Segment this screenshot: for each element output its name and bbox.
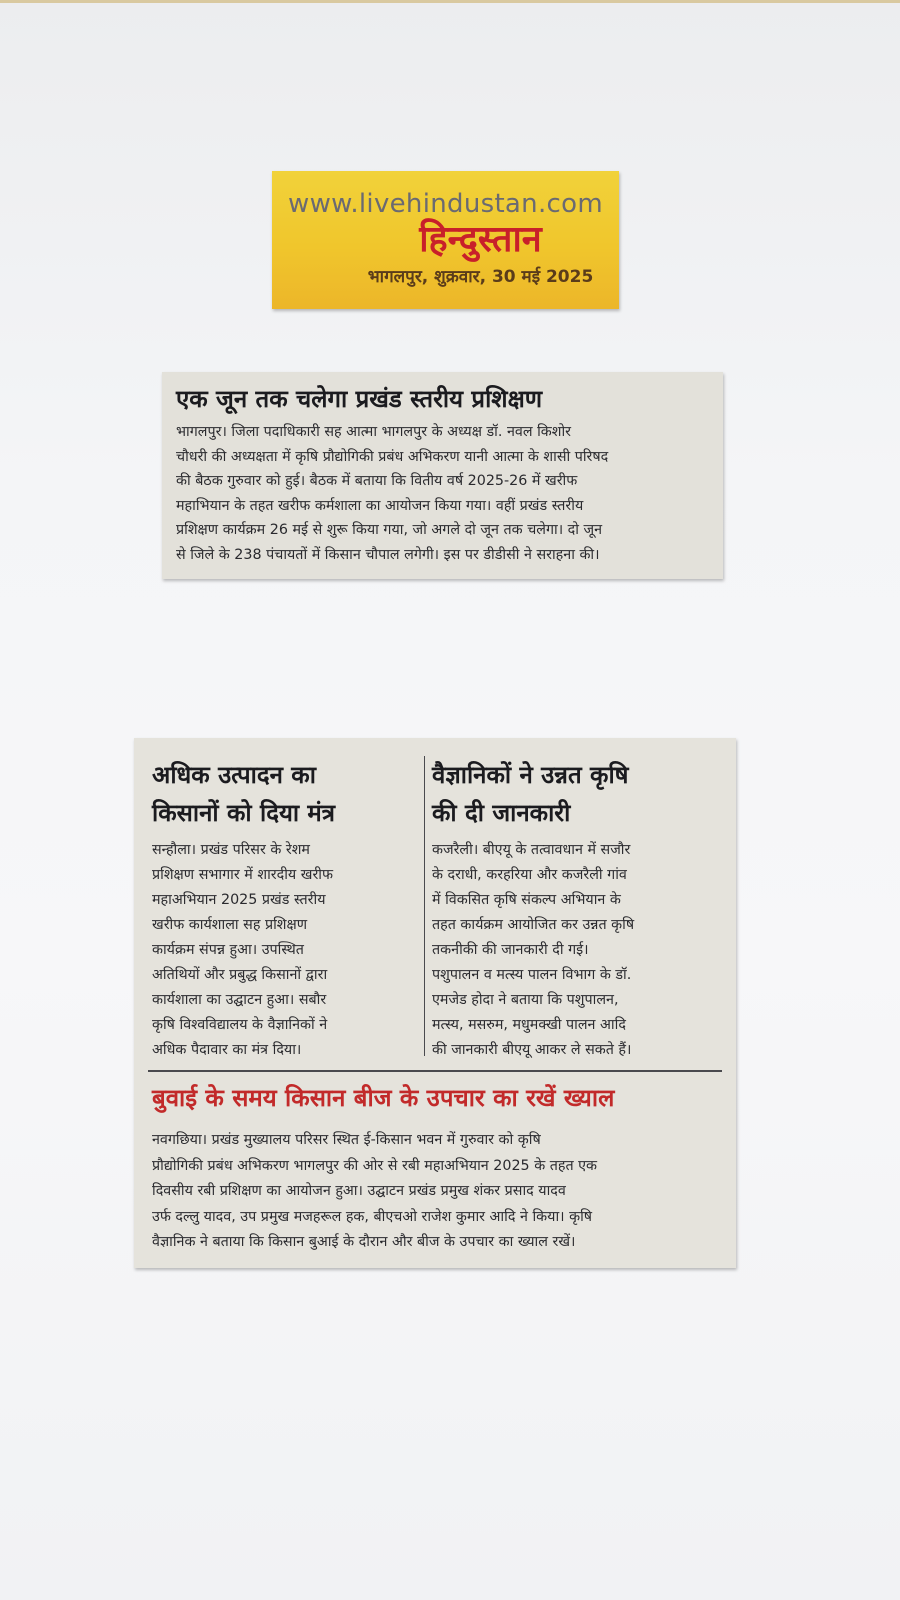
article-line: सन्हौला। प्रखंड परिसर के रेशम [152, 842, 310, 858]
article-line: से जिले के 238 पंचायतों में किसान चौपाल लगेगी। इस पर डीडीसी ने सराहना की। [176, 546, 600, 563]
article-headline: बुवाई के समय किसान बीज के उपचार का रखें ख्याल [152, 1084, 615, 1112]
article-line: मत्स्य, मसरुम, मधुमक्खी पालन आदि [432, 1017, 626, 1033]
article-headline [432, 756, 732, 832]
article-line: कजरैली। बीएयू के तत्वावधान में सजौर [432, 842, 631, 858]
article-body [432, 838, 732, 1063]
article-body [176, 420, 709, 567]
headline-line: की दी जानकारी [432, 799, 571, 827]
article-line: की बैठक गुरुवार को हुई। बैठक में बताया कि वितीय वर्ष 2025-26 में खरीफ [176, 473, 578, 489]
headline-line: अधिक उत्पादन का [152, 761, 316, 789]
article-line: की जानकारी बीएयू आकर ले सकते हैं। [432, 1042, 632, 1058]
headline-line: किसानों को दिया मंत्र [152, 799, 336, 827]
article-line: अधिक पैदावार का मंत्र दिया। [152, 1042, 302, 1058]
article-line: नवगछिया। प्रखंड मुख्यालय परिसर स्थित ई-किसान भवन में गुरुवार को कृषि [152, 1132, 541, 1148]
article-line: एमजेड होदा ने बताया कि पशुपालन, [432, 992, 619, 1008]
article-headline [152, 756, 412, 832]
news-clipping-training [162, 372, 723, 579]
article-production-mantra [152, 756, 412, 1063]
article-line: प्रशिक्षण सभागार में शारदीय खरीफ [152, 867, 334, 883]
article-line: पशुपालन व मत्स्य पालन विभाग के डॉ. [432, 967, 632, 983]
article-line: खरीफ कार्यशाला सह प्रशिक्षण [152, 917, 308, 933]
article-seed-treatment [152, 1078, 726, 1256]
article-line: प्रशिक्षण कार्यक्रम 26 मई से शुरू किया गया, जो अगले दो जून तक चलेगा। दो जून [176, 522, 603, 538]
article-line: भागलपुर। जिला पदाधिकारी सह आत्मा भागलपुर के अध्यक्ष डॉ. नवल किशोर [176, 424, 572, 440]
article-line: कृषि विश्वविद्यालय के वैज्ञानिकों ने [152, 1017, 328, 1033]
column-divider [424, 756, 425, 1056]
article-line: चौधरी की अध्यक्षता में कृषि प्रौद्योगिकी प्रबंध अभिकरण यानी आत्मा के शासी परिषद [176, 448, 609, 465]
article-scientists-info [432, 756, 732, 1063]
top-edge-strip [0, 0, 900, 3]
article-line: वैज्ञानिक ने बताया कि किसान बुआई के दौरान और बीज के उपचार का ख्याल रखें। [152, 1234, 576, 1250]
article-line: उर्फ दल्लु यादव, उप प्रमुख मजहरूल हक, बीएचओ राजेश कुमार आदि ने किया। कृषि [152, 1208, 593, 1225]
article-line: महाभियान के तहत खरीफ कर्मशाला का आयोजन किया गया। वहीं प्रखंड स्तरीय [176, 497, 584, 514]
article-line: दिवसीय रबी प्रशिक्षण का आयोजन हुआ। उद्घाटन प्रखंड प्रमुख शंकर प्रसाद यादव [152, 1183, 566, 1199]
headline-line: वैज्ञानिकों ने उन्नत कृषि [432, 761, 629, 789]
masthead-url: www.livehindustan.com [288, 189, 603, 219]
article-line: में विकसित कृषि संकल्प अभियान के [432, 892, 621, 908]
article-line: प्रौद्योगिकी प्रबंध अभिकरण भागलपुर की ओर से रबी महाअभियान 2025 के तहत एक [152, 1157, 598, 1174]
article-line: के दराधी, करहरिया और कजरैली गांव [432, 867, 627, 883]
news-clipping-combined [134, 738, 736, 1268]
article-line: महाअभियान 2025 प्रखंड स्तरीय [152, 892, 326, 908]
newspaper-masthead [272, 171, 619, 309]
article-line: अतिथियों और प्रबुद्ध किसानों द्वारा [152, 967, 328, 983]
article-headline: एक जून तक चलेगा प्रखंड स्तरीय प्रशिक्षण [176, 385, 543, 413]
article-line: कार्यक्रम संपन्न हुआ। उपस्थित [152, 942, 304, 958]
section-divider [148, 1070, 722, 1072]
article-line: तकनीकी की जानकारी दी गई। [432, 942, 589, 958]
masthead-paper-name: हिन्दुस्तान [419, 219, 542, 260]
article-line: कार्यशाला का उद्घाटन हुआ। सबौर [152, 992, 327, 1008]
article-body [152, 1128, 726, 1256]
article-body [152, 838, 412, 1063]
article-line: तहत कार्यक्रम आयोजित कर उन्नत कृषि [432, 917, 635, 933]
masthead-dateline: भागलपुर, शुक्रवार, 30 मई 2025 [367, 267, 594, 287]
